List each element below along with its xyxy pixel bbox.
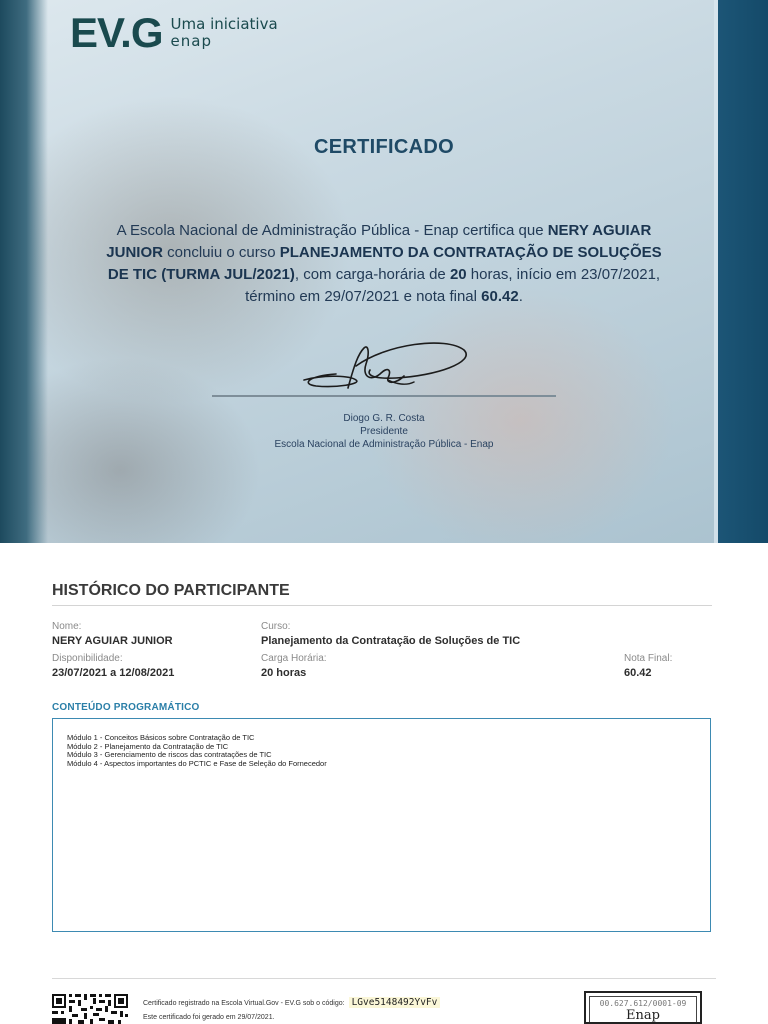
hours-value: 20 horas — [261, 667, 307, 679]
hours-field — [261, 653, 327, 680]
stamp-inner-border — [589, 996, 697, 1024]
enap-stamp — [584, 991, 702, 1024]
left-decorative-band — [0, 0, 48, 543]
availability-field — [52, 653, 174, 680]
grade-value: 60.42 — [624, 667, 652, 679]
right-decorative-band — [718, 0, 768, 543]
footer-divider — [52, 978, 716, 979]
availability-label: Disponibilidade: — [52, 653, 123, 664]
generated-date: Este certificado foi gerado em 29/07/2021. — [143, 1014, 275, 1021]
program-content-box — [52, 718, 711, 932]
certificate-title: CERTIFICADO — [314, 136, 454, 158]
signer-organization: Escola Nacional de Administração Pública - Enap — [274, 439, 494, 450]
signer-block — [0, 412, 768, 451]
logo-side — [171, 17, 278, 49]
program-title: CONTEÚDO PROGRAMÁTICO — [52, 702, 200, 713]
president-signature — [296, 336, 476, 394]
module-item: Módulo 3 - Gerenciamento de riscos das contratações de TIC — [67, 750, 272, 759]
stamp-cnpj: 00.627.612/0001-09 — [599, 999, 687, 1008]
evg-logo — [70, 9, 278, 56]
statement-connector: concluiu o curso — [162, 244, 280, 261]
logo-mark: EV.G — [70, 9, 163, 56]
logo-brand: enap — [170, 32, 212, 50]
certificate-statement — [100, 220, 668, 308]
qr-code — [52, 993, 128, 1024]
course-hours: 20 — [449, 266, 467, 283]
name-field — [52, 621, 173, 648]
statement-hours-intro: , com carga-horária de — [294, 266, 450, 283]
logo-tagline: Uma iniciativa — [170, 15, 278, 33]
history-divider — [52, 605, 712, 606]
name-value: NERY AGUIAR JUNIOR — [52, 635, 173, 647]
participant-name: NERY AGUIAR JUNIOR — [106, 222, 652, 261]
statement-intro: A Escola Nacional de Administração Pública - Enap certifica que — [116, 222, 548, 239]
signer-role: Presidente — [360, 426, 408, 437]
grade-label: Nota Final: — [624, 653, 673, 664]
course-field — [261, 621, 520, 648]
registration-line — [143, 996, 440, 1011]
grade-field — [624, 653, 672, 680]
final-grade: 60.42 — [481, 288, 519, 305]
hours-label: Carga Horária: — [261, 653, 327, 664]
course-value: Planejamento da Contratação de Soluções de TIC — [261, 635, 521, 647]
signature-line — [212, 395, 556, 397]
module-item: Módulo 1 - Conceitos Básicos sobre Contratação de TIC — [67, 733, 255, 742]
module-item: Módulo 2 - Planejamento da Contratação de TIC — [67, 741, 229, 751]
name-label: Nome: — [52, 621, 82, 632]
signer-name: Diogo G. R. Costa — [343, 413, 425, 424]
module-item: Módulo 4 - Aspectos importantes do PCTIC e Fase de Seleção do Fornecedor — [67, 758, 327, 768]
verification-code[interactable]: LGve5148492YvFv — [349, 997, 441, 1008]
registration-text: Certificado registrado na Escola Virtual.Gov - EV.G sob o código: — [143, 1000, 345, 1007]
availability-value: 23/07/2021 a 12/08/2021 — [52, 667, 175, 679]
history-title: HISTÓRICO DO PARTICIPANTE — [52, 582, 290, 599]
stamp-name: Enap — [626, 1008, 660, 1023]
footer-registration — [143, 996, 440, 1024]
course-name: PLANEJAMENTO DA CONTRATAÇÃO DE SOLUÇÕES DE TIC (TURMA JUL/2021) — [107, 244, 662, 283]
course-label: Curso: — [261, 621, 291, 632]
statement-end: . — [518, 288, 523, 305]
statement-dates: horas, início em 23/07/2021, término em 29/07/2021 e nota final — [245, 266, 661, 305]
